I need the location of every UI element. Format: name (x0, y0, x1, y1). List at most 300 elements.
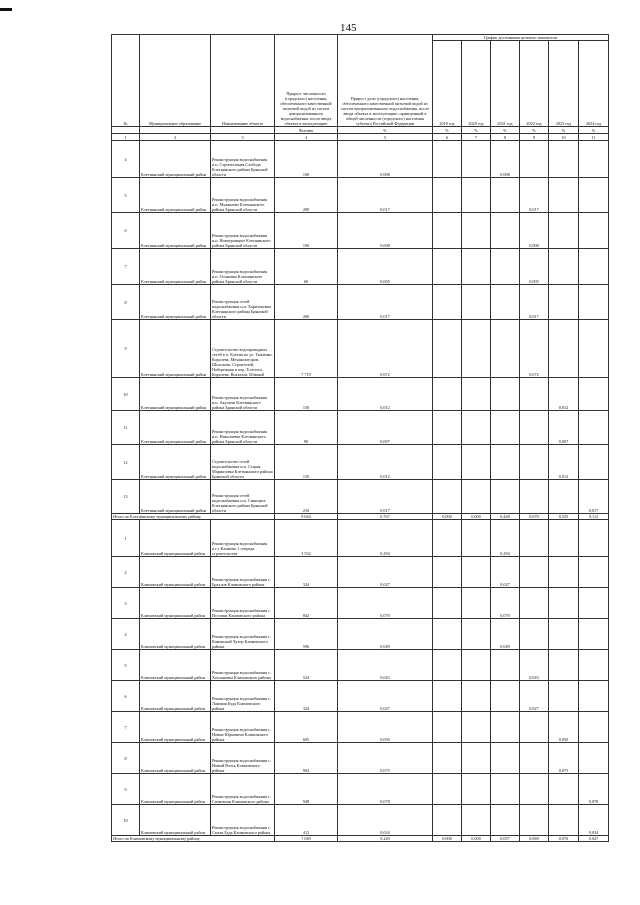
row-number: 5 (112, 178, 140, 213)
year-value-cell (462, 557, 491, 588)
year-value-cell (520, 480, 549, 514)
year-value-cell (491, 774, 520, 805)
column-number: 2 (140, 134, 211, 141)
table-row (112, 178, 609, 213)
population-cell: 150 (275, 378, 338, 411)
share-cell: 0,075 (338, 743, 433, 774)
year-value-cell (491, 681, 520, 712)
year-value-cell (549, 141, 579, 178)
object-cell: Реконструкция водоснабжения с. Новые Юрковичи Климовского района (211, 712, 275, 743)
year-value-cell (491, 249, 520, 285)
year-value-cell (579, 249, 609, 285)
object-cell: Реконструкция водоснабжения с. Новый Ропск Климовского района (211, 743, 275, 774)
municipality-cell: Климовский муниципальный район (140, 619, 211, 650)
object-cell: Строительство сетей водоснабжения н.п. Старая Мармазовка Клетнянского района Брянской области (211, 445, 275, 480)
table-row (112, 650, 609, 681)
object-cell: Реконструкция водоснабжения с. Каменский Хутор Климовского района (211, 619, 275, 650)
year-value-cell (520, 712, 549, 743)
year-value-cell (579, 320, 609, 378)
row-number: 5 (112, 650, 140, 681)
year-value-cell (433, 774, 462, 805)
table-row (112, 320, 609, 378)
year-value-cell: 0,034 (579, 805, 609, 836)
column-number: 3 (211, 134, 275, 141)
year-value-cell: 0,012 (549, 445, 579, 480)
municipality-cell: Климовский муниципальный район (140, 774, 211, 805)
year-value-cell: 0,017 (520, 178, 549, 213)
year-value-cell (520, 378, 549, 411)
year-value-cell: 0,027 (491, 557, 520, 588)
year-value-cell: 0,027 (520, 681, 549, 712)
year-value-cell (579, 213, 609, 249)
total-share: 0,767 (338, 514, 433, 520)
header-pop-increase: Прирост численности (городского) населения, обеспеченного качественной питьевой водой из систем централизованного водоснабжения, после ввода объекта в эксплуатацию (275, 35, 338, 127)
year-value-cell (462, 411, 491, 445)
row-number: 7 (112, 249, 140, 285)
municipality-cell: Климовский муниципальный район (140, 557, 211, 588)
unit-cell: % (491, 127, 520, 134)
population-cell: 904 (275, 743, 338, 774)
object-cell: Реконструкция водоснабжения с. Хохлановка Климовского района (211, 650, 275, 681)
total-year-value: 0,000 (433, 514, 462, 520)
total-year-value: 0,448 (491, 514, 520, 520)
total-year-value: 0,000 (433, 836, 462, 842)
share-cell: 0,017 (338, 285, 433, 320)
year-value-cell (520, 619, 549, 650)
year-value-cell (491, 743, 520, 774)
year-value-cell: 0,294 (491, 520, 520, 557)
year-value-cell (462, 249, 491, 285)
year-value-cell (520, 774, 549, 805)
share-cell: 0,012 (338, 378, 433, 411)
unit-cell: % (579, 127, 609, 134)
year-value-cell (549, 774, 579, 805)
table-row (112, 213, 609, 249)
table-row (112, 805, 609, 836)
table-row (112, 285, 609, 320)
table-row (112, 249, 609, 285)
municipality-cell: Климовский муниципальный район (140, 681, 211, 712)
year-value-cell (433, 619, 462, 650)
section-klimovo (112, 520, 609, 842)
year-value-cell (462, 743, 491, 774)
row-number: 9 (112, 320, 140, 378)
year-value-cell (433, 480, 462, 514)
municipality-cell: Климовский муниципальный район (140, 743, 211, 774)
share-cell: 0,294 (338, 520, 433, 557)
year-value-cell (549, 178, 579, 213)
total-label: Итого по Клетнянскому муниципальному району (112, 514, 275, 520)
table-row (112, 378, 609, 411)
share-cell: 0,007 (338, 411, 433, 445)
row-number: 1 (112, 520, 140, 557)
total-row (112, 836, 609, 842)
column-numbers-row (112, 134, 609, 141)
municipality-cell: Климовский муниципальный район (140, 520, 211, 557)
total-year-value: 0,069 (520, 836, 549, 842)
year-value-cell: 0,070 (491, 588, 520, 619)
year-value-cell (549, 520, 579, 557)
municipality-cell: Клетнянский муниципальный район (140, 249, 211, 285)
row-number: 11 (112, 411, 140, 445)
table-row (112, 411, 609, 445)
row-number: 6 (112, 681, 140, 712)
year-value-cell (462, 213, 491, 249)
population-cell: 200 (275, 178, 338, 213)
year-value-cell (579, 650, 609, 681)
row-number: 6 (112, 213, 140, 249)
year-value-cell (462, 712, 491, 743)
table-row (112, 445, 609, 480)
header-year: 2020 год (462, 41, 491, 127)
year-value-cell (549, 805, 579, 836)
share-cell: 0,017 (338, 178, 433, 213)
year-value-cell (549, 650, 579, 681)
municipality-cell: Климовский муниципальный район (140, 712, 211, 743)
object-cell: Реконструкция водоснабжения п.п. Строительная Слобода Клетнянского района Брянской области (211, 141, 275, 178)
year-value-cell (579, 520, 609, 557)
header-schedule: График достижения целевого показателя (433, 35, 609, 41)
municipality-cell: Клетнянский муниципальный район (140, 378, 211, 411)
column-number: 8 (491, 134, 520, 141)
year-value-cell (579, 141, 609, 178)
object-cell: Реконструкция сетей водоснабжения н.п. Синицкое Клетнянского района Брянской области (211, 480, 275, 514)
year-value-cell (433, 320, 462, 378)
row-number: 7 (112, 712, 140, 743)
year-value-cell (462, 681, 491, 712)
population-cell: 948 (275, 774, 338, 805)
year-value-cell (491, 320, 520, 378)
municipality-cell: Клетнянский муниципальный район (140, 411, 211, 445)
year-value-cell (433, 378, 462, 411)
year-value-cell (549, 285, 579, 320)
municipality-cell: Клетнянский муниципальный район (140, 320, 211, 378)
year-value-cell (491, 445, 520, 480)
header-year: 2019 год (433, 41, 462, 127)
object-cell: Реконструкция водоснабжения н.п. Мужиново Клетнянского района Брянской области (211, 178, 275, 213)
unit-cell-empty (211, 127, 275, 134)
units-row (112, 127, 609, 134)
row-number: 12 (112, 445, 140, 480)
year-value-cell (579, 681, 609, 712)
object-cell: Реконструкция водоснабжения н.п. Осиновка Клетнянского района Брянской области (211, 249, 275, 285)
population-cell: 524 (275, 650, 338, 681)
population-cell: 150 (275, 445, 338, 480)
year-value-cell (491, 712, 520, 743)
table-row (112, 141, 609, 178)
municipality-cell: Клетнянский муниципальный район (140, 178, 211, 213)
year-value-cell (579, 557, 609, 588)
year-value-cell (462, 774, 491, 805)
municipality-cell: Клетнянский муниципальный район (140, 285, 211, 320)
page-number: 145 (340, 22, 357, 34)
year-value-cell (462, 378, 491, 411)
share-cell: 0,027 (338, 681, 433, 712)
row-number: 3 (112, 588, 140, 619)
share-cell: 0,008 (338, 213, 433, 249)
year-value-cell (433, 650, 462, 681)
row-number: 9 (112, 774, 140, 805)
year-value-cell: 0,008 (491, 141, 520, 178)
year-value-cell (462, 588, 491, 619)
population-cell: 596 (275, 619, 338, 650)
row-number: 10 (112, 378, 140, 411)
total-population: 9 044 (275, 514, 338, 520)
population-cell: 7 719 (275, 320, 338, 378)
row-number: 10 (112, 805, 140, 836)
year-value-cell (549, 320, 579, 378)
total-share: 0,249 (338, 836, 433, 842)
year-value-cell (579, 445, 609, 480)
year-value-cell (549, 619, 579, 650)
year-value-cell (433, 249, 462, 285)
year-value-cell (579, 619, 609, 650)
total-year-value: 0,047 (579, 836, 609, 842)
total-year-value: 0,076 (549, 836, 579, 842)
row-number: 4 (112, 619, 140, 650)
year-value-cell (579, 588, 609, 619)
header-year: 2021 год (491, 41, 520, 127)
population-cell: 412 (275, 805, 338, 836)
table-row (112, 619, 609, 650)
share-cell: 0,043 (338, 650, 433, 681)
share-cell: 0,034 (338, 805, 433, 836)
year-value-cell: 0,672 (520, 320, 549, 378)
year-value-cell (520, 411, 549, 445)
year-value-cell (579, 285, 609, 320)
object-cell: Реконструкция сетей водоснабжения н.п. Харитоновка Клетнянского района Брянской области (211, 285, 275, 320)
share-cell: 0,008 (338, 141, 433, 178)
year-value-cell (549, 557, 579, 588)
column-number: 7 (462, 134, 491, 141)
municipality-cell: Климовский муниципальный район (140, 650, 211, 681)
municipality-cell: Климовский муниципальный район (140, 588, 211, 619)
year-value-cell (433, 557, 462, 588)
column-number: 9 (520, 134, 549, 141)
year-value-cell (462, 805, 491, 836)
year-value-cell: 0,005 (520, 249, 549, 285)
year-value-cell (462, 320, 491, 378)
share-cell: 0,005 (338, 249, 433, 285)
year-value-cell (520, 520, 549, 557)
row-number: 8 (112, 285, 140, 320)
population-cell: 605 (275, 712, 338, 743)
margin-mark (0, 8, 12, 11)
unit-cell: % (462, 127, 491, 134)
population-cell: 842 (275, 588, 338, 619)
table-row (112, 774, 609, 805)
column-number: 6 (433, 134, 462, 141)
share-cell: 0,017 (338, 480, 433, 514)
object-cell: Строительство водопроводных сетей в п. Клетня по ул. Ткаченко, Королева, Механизаторов, Шолохова, Строителей, Набережная и пер. Толстого, Королева, Вокзалов, Южный (211, 320, 275, 378)
municipality-cell: Клетнянский муниципальный район (140, 480, 211, 514)
year-value-cell: 0,049 (491, 619, 520, 650)
year-value-cell (462, 520, 491, 557)
object-cell: Реконструкция водоснабжения с. Сачковичи Климовского района (211, 774, 275, 805)
header-year: 2024 год (579, 41, 609, 127)
object-cell: Реконструкция водоснабжения с. Истопки Климовского района (211, 588, 275, 619)
year-value-cell (433, 213, 462, 249)
municipality-cell: Климовский муниципальный район (140, 805, 211, 836)
population-cell: 200 (275, 285, 338, 320)
year-value-cell (491, 480, 520, 514)
year-value-cell (579, 411, 609, 445)
unit-cell-empty (112, 127, 140, 134)
share-cell: 0,672 (338, 320, 433, 378)
year-value-cell (491, 213, 520, 249)
population-cell: 324 (275, 681, 338, 712)
table-row (112, 743, 609, 774)
unit-cell: % (520, 127, 549, 134)
row-number: 4 (112, 141, 140, 178)
header-year: 2023 год (549, 41, 579, 127)
header-year: 2022 год (520, 41, 549, 127)
share-cell: 0,027 (338, 557, 433, 588)
total-year-value: 0,112 (579, 514, 609, 520)
header-num: № (112, 35, 140, 127)
object-cell: Реконструкция водоснабжения с. Сытая Буда Климовского района (211, 805, 275, 836)
year-value-cell (579, 378, 609, 411)
year-value-cell (433, 411, 462, 445)
population-cell: 324 (275, 557, 338, 588)
year-value-cell (433, 712, 462, 743)
year-value-cell: 0,007 (549, 411, 579, 445)
indicator-table (111, 34, 609, 842)
header-object: Наименование объекта (211, 35, 275, 127)
year-value-cell (491, 411, 520, 445)
year-value-cell (462, 650, 491, 681)
column-number: 10 (549, 134, 579, 141)
total-label: Итого по Климовскому муниципальному району (112, 836, 275, 842)
total-year-value: 0,000 (462, 836, 491, 842)
year-value-cell (520, 805, 549, 836)
year-value-cell (520, 557, 549, 588)
year-value-cell (549, 213, 579, 249)
population-cell: 60 (275, 249, 338, 285)
table-row (112, 712, 609, 743)
year-value-cell (433, 681, 462, 712)
municipality-cell: Клетнянский муниципальный район (140, 141, 211, 178)
population-cell: 3 532 (275, 520, 338, 557)
total-year-value: 0,000 (462, 514, 491, 520)
column-number: 4 (275, 134, 338, 141)
year-value-cell: 0,050 (549, 712, 579, 743)
unit-cell: % (338, 127, 433, 134)
column-number: 11 (579, 134, 609, 141)
total-population: 7 049 (275, 836, 338, 842)
year-value-cell (520, 445, 549, 480)
year-value-cell (433, 805, 462, 836)
share-cell: 0,049 (338, 619, 433, 650)
year-value-cell (433, 588, 462, 619)
header-share-increase: Прирост доли (городского) населения, обеспеченного качественной питьевой водой из систем централизованного водоснабжения, после ввода объекта в эксплуатацию, приведенный к общей численности (городского) населения субъекта Российской Федерации (338, 35, 433, 127)
year-value-cell (579, 743, 609, 774)
year-value-cell (491, 805, 520, 836)
year-value-cell (433, 445, 462, 480)
year-value-cell (462, 445, 491, 480)
year-value-cell (579, 178, 609, 213)
unit-cell-empty (140, 127, 211, 134)
year-value-cell (491, 650, 520, 681)
object-cell: Реконструкция водоснабжения н.п. Николаевка Клетнянского района Брянской области (211, 411, 275, 445)
year-value-cell: 0,017 (579, 480, 609, 514)
population-cell: 90 (275, 411, 338, 445)
year-value-cell (462, 285, 491, 320)
table-row (112, 520, 609, 557)
table-row (112, 681, 609, 712)
object-cell: Реконструкция водоснабжения п.г.т Климово 1 очередь строительства (211, 520, 275, 557)
share-cell: 0,078 (338, 774, 433, 805)
year-value-cell (491, 285, 520, 320)
population-cell: 100 (275, 141, 338, 178)
unit-cell: Человек (275, 127, 338, 134)
column-number: 1 (112, 134, 140, 141)
year-value-cell (433, 743, 462, 774)
table-row (112, 480, 609, 514)
header-municipality: Муниципальное образование (140, 35, 211, 127)
row-number: 2 (112, 557, 140, 588)
year-value-cell: 0,012 (549, 378, 579, 411)
total-year-value: 0,057 (491, 836, 520, 842)
year-value-cell (579, 712, 609, 743)
year-value-cell (491, 178, 520, 213)
object-cell: Реконструкция водоснабжения с. Лакомая Буда Климовского района (211, 681, 275, 712)
municipality-cell: Клетнянский муниципальный район (140, 445, 211, 480)
year-value-cell (433, 178, 462, 213)
year-value-cell (462, 619, 491, 650)
year-value-cell (549, 480, 579, 514)
object-cell: Реконструкция водоснабжения с. Брахлов Климовского района (211, 557, 275, 588)
year-value-cell: 0,017 (520, 285, 549, 320)
year-value-cell (520, 743, 549, 774)
year-value-cell (433, 285, 462, 320)
year-value-cell: 0,075 (549, 743, 579, 774)
total-year-value: 0,070 (520, 514, 549, 520)
year-value-cell (520, 588, 549, 619)
column-number: 5 (338, 134, 433, 141)
object-cell: Реконструкция водоснабжения н.п. Новотроицкое Клетнянского района Брянской области (211, 213, 275, 249)
year-value-cell (462, 480, 491, 514)
row-number: 8 (112, 743, 140, 774)
year-value-cell (520, 141, 549, 178)
total-year-value: 0,325 (549, 514, 579, 520)
year-value-cell (433, 520, 462, 557)
year-value-cell (491, 378, 520, 411)
population-cell: 100 (275, 213, 338, 249)
year-value-cell (462, 178, 491, 213)
row-number: 13 (112, 480, 140, 514)
table-row (112, 557, 609, 588)
header-row-1 (112, 35, 609, 41)
year-value-cell (549, 588, 579, 619)
year-value-cell: 0,078 (579, 774, 609, 805)
share-cell: 0,070 (338, 588, 433, 619)
object-cell: Реконструкция водоснабжения н.п. Акуличи Клетнянского района Брянской области (211, 378, 275, 411)
unit-cell: % (549, 127, 579, 134)
year-value-cell: 0,008 (520, 213, 549, 249)
unit-cell: % (433, 127, 462, 134)
year-value-cell: 0,043 (520, 650, 549, 681)
year-value-cell (549, 681, 579, 712)
municipality-cell: Клетнянский муниципальный район (140, 213, 211, 249)
table-row (112, 588, 609, 619)
year-value-cell (462, 141, 491, 178)
population-cell: 210 (275, 480, 338, 514)
section-kletnya (112, 141, 609, 520)
year-value-cell (549, 249, 579, 285)
share-cell: 0,050 (338, 712, 433, 743)
year-value-cell (433, 141, 462, 178)
